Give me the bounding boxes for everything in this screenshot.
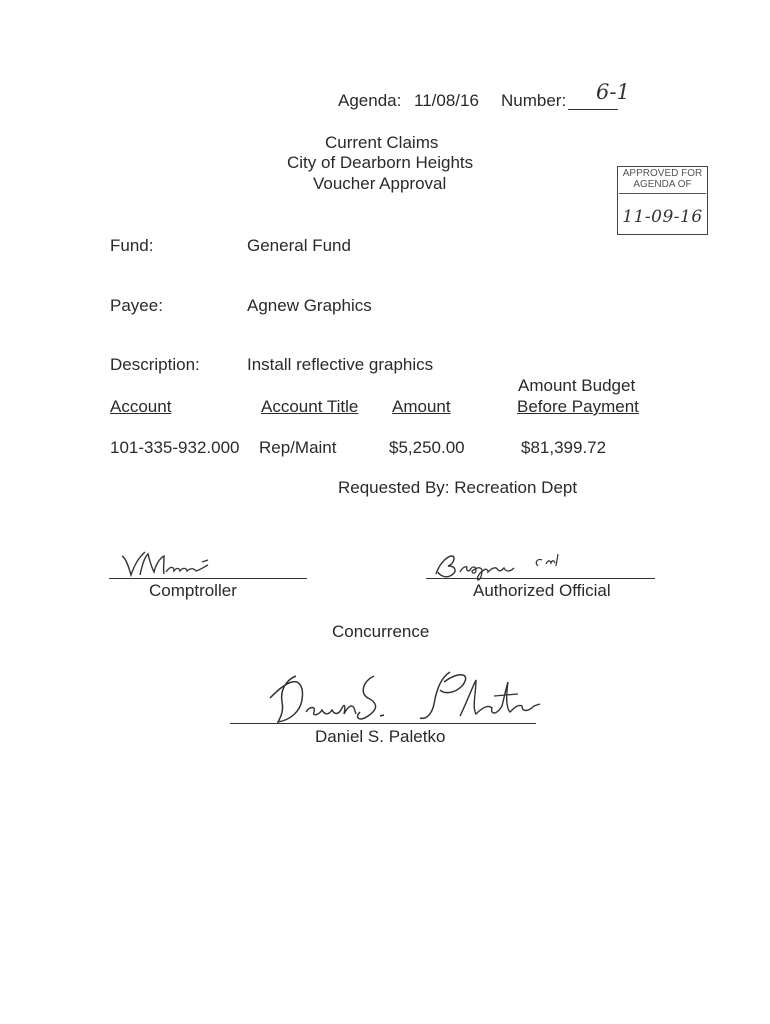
mayor-signature xyxy=(256,668,546,730)
agenda-label: Agenda: xyxy=(338,91,402,110)
row-account: 101-335-932.000 xyxy=(110,438,240,457)
approval-stamp xyxy=(617,166,708,235)
number-underline xyxy=(568,109,618,110)
concurrence-label: Concurrence xyxy=(332,622,430,641)
amount-header: Amount xyxy=(392,397,451,416)
row-account-title: Rep/Maint xyxy=(259,438,337,457)
account-title-header: Account Title xyxy=(261,397,359,416)
number-label: Number: xyxy=(501,91,567,110)
stamp-heading-line2: AGENDA OF xyxy=(633,179,692,190)
official-label: Authorized Official xyxy=(473,581,611,600)
stamp-date-handwritten: 11-09-16 xyxy=(622,207,703,227)
description-value: Install reflective graphics xyxy=(247,355,434,374)
row-amount: $5,250.00 xyxy=(389,438,465,457)
budget-header-line1: Amount Budget xyxy=(518,376,636,395)
comptroller-signature xyxy=(118,548,228,580)
stamp-divider xyxy=(619,193,706,194)
description-label: Description: xyxy=(110,355,200,374)
fund-label: Fund: xyxy=(110,236,154,255)
budget-header-line2: Before Payment xyxy=(517,397,639,416)
number-value-handwritten: 6-1 xyxy=(596,80,630,104)
title-voucher-approval: Voucher Approval xyxy=(313,174,447,193)
account-header: Account xyxy=(110,397,172,416)
title-city: City of Dearborn Heights xyxy=(287,153,474,172)
mayor-line xyxy=(230,723,536,724)
payee-value: Agnew Graphics xyxy=(247,296,372,315)
fund-value: General Fund xyxy=(247,236,351,255)
payee-label: Payee: xyxy=(110,296,163,315)
row-budget-before: $81,399.72 xyxy=(521,438,607,457)
official-line xyxy=(426,578,655,579)
stamp-heading-line1: APPROVED FOR xyxy=(622,168,703,179)
requested-by: Requested By: Recreation Dept xyxy=(338,478,578,497)
title-current-claims: Current Claims xyxy=(325,133,439,152)
stamp-heading xyxy=(618,168,707,190)
comptroller-line xyxy=(109,578,307,579)
comptroller-label: Comptroller xyxy=(149,581,237,600)
mayor-name: Daniel S. Paletko xyxy=(315,727,446,746)
agenda-date: 11/08/16 xyxy=(414,91,479,110)
